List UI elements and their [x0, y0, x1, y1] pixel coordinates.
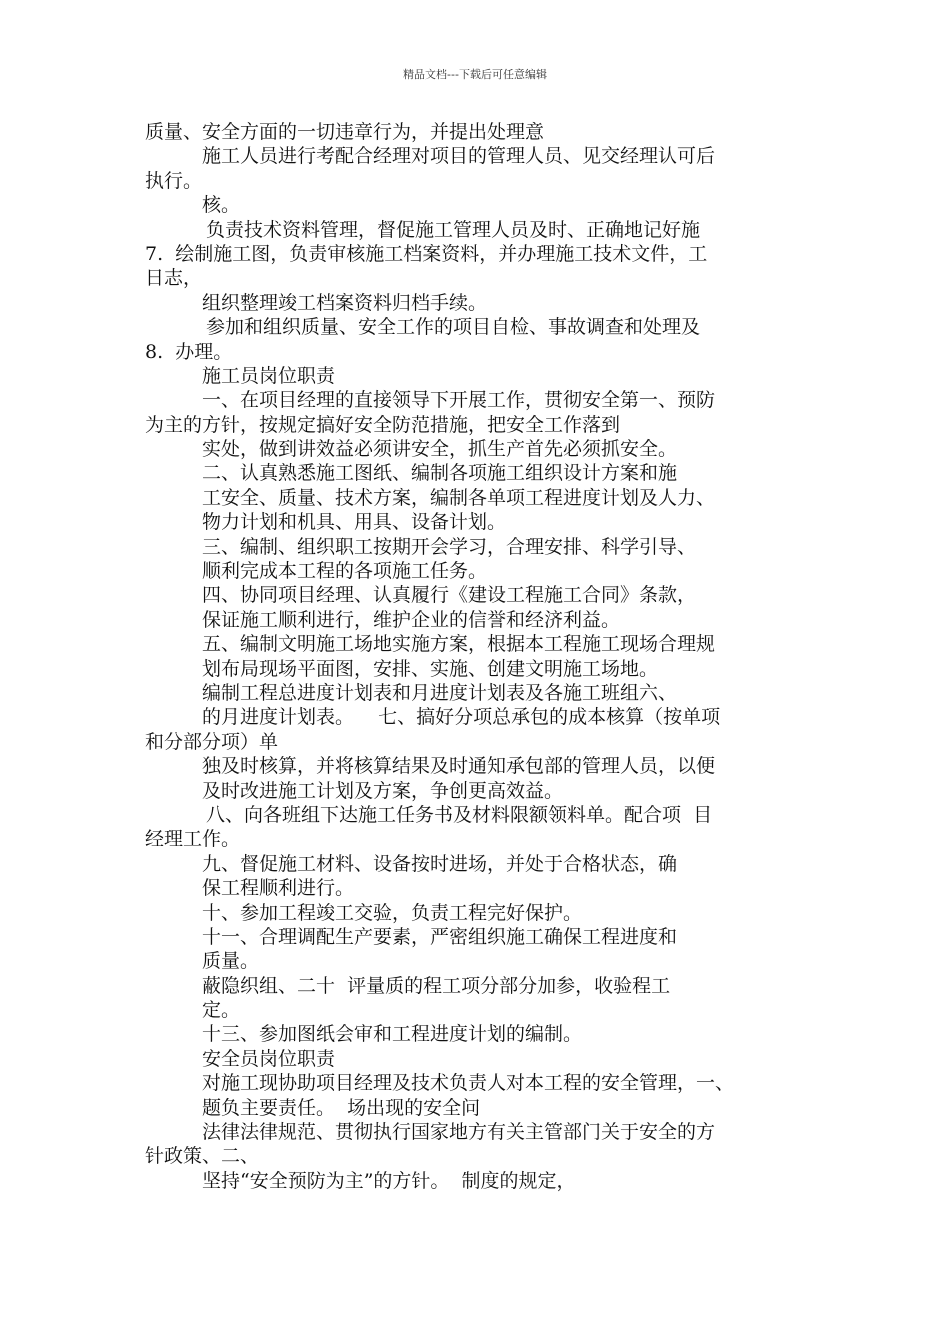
text-line: 五、编制文明施工场地实施方案，根据本工程施工现场合理规 [202, 633, 716, 656]
text-line: 二、认真熟悉施工图纸、编制各项施工组织设计方案和施 [202, 462, 678, 485]
text-line: 施工人员进行考配合经理对项目的管理人员、见交经理认可后 [202, 145, 716, 168]
document-body [145, 120, 825, 1193]
text-line: 独及时核算，并将核算结果及时通知承包部的管理人员，以便 [202, 755, 716, 778]
text-line: 8. 办理。 [145, 340, 233, 363]
text-line: 实处，做到讲效益必须讲安全，抓生产首先必须抓安全。 [202, 438, 678, 461]
text-line: 针政策、二、 [145, 1145, 260, 1168]
text-line: 十、参加工程竣工交验，负责工程完好保护。 [202, 901, 583, 924]
text-line: 质量、安全方面的一切违章行为，并提出处理意 [145, 121, 545, 143]
text-line: 及时改进施工计划及方案，争创更高效益。 [202, 779, 564, 802]
text-line: 为主的方针，按规定搞好安全防范措施，把安全工作落到 [145, 413, 621, 436]
text-line: 十一、合理调配生产要素，严密组织施工确保工程进度和 [202, 925, 678, 948]
text-line: 核。 [202, 194, 241, 217]
text-line: 九、督促施工材料、设备按时进场，并处于合格状态，确 [202, 852, 678, 875]
text-line: 四、协同项目经理、认真履行《建设工程施工合同》条款， [202, 584, 697, 607]
text-line: 三、编制、组织职工按期开会学习，合理安排、科学引导、 [202, 535, 697, 558]
text-line: 顺利完成本工程的各项施工任务。 [202, 560, 488, 583]
text-line: 施工员岗位职责 [202, 364, 336, 387]
text-line: 和分部分项）单 [145, 730, 279, 753]
page-header: 精品文档---下载后可任意编辑 [403, 68, 547, 81]
text-line: 划布局现场平面图，安排、实施、创建文明施工场地。 [202, 657, 659, 680]
text-line: 八、向各班组下达施工任务书及材料限额领料单。配合项 目 [206, 803, 713, 826]
text-line: 定。 [202, 999, 241, 1022]
text-line: 物力计划和机具、用具、设备计划。 [202, 511, 507, 534]
text-line: 参加和组织质量、安全工作的项目自检、事故调查和处理及 [206, 316, 701, 339]
text-line: 编制工程总进度计划表和月进度计划表及各施工班组六、 [202, 681, 678, 704]
text-line: 对施工现协助项目经理及技术负责人对本工程的安全管理，一、 [202, 1072, 735, 1095]
text-line: 日志， [145, 267, 203, 290]
text-line: 保证施工顺利进行，维护企业的信誉和经济利益。 [202, 608, 621, 631]
text-line: 十三、参加图纸会审和工程进度计划的编制。 [202, 1023, 583, 1046]
text-line: 保工程顺利进行。 [202, 877, 355, 900]
text-line: 的月进度计划表。 七、搞好分项总承包的成本核算（按单项 [202, 706, 721, 729]
text-line: 法律法律规范、贯彻执行国家地方有关主管部门关于安全的方 [202, 1121, 716, 1144]
text-line: 题负主要责任。 场出现的安全问 [202, 1096, 481, 1119]
text-line: 组织整理竣工档案资料归档手续。 [202, 291, 488, 314]
text-line: 经理工作。 [145, 828, 241, 851]
text-line: 质量。 [202, 950, 260, 973]
text-line: 执行。 [145, 169, 203, 192]
text-line: 一、在项目经理的直接领导下开展工作，贯彻安全第一、预防 [202, 389, 716, 412]
text-line: 坚持“安全预防为主”的方针。 制度的规定， [202, 1169, 576, 1192]
text-line: 安全员岗位职责 [202, 1047, 336, 1070]
text-line: 负责技术资料管理，督促施工管理人员及时、正确地记好施 [206, 218, 701, 241]
text-line: 蔽隐织组、二十 评量质的程工项分部分加参，收验程工 [202, 974, 671, 997]
text-line: 7. 绘制施工图，负责审核施工档案资料，并办理施工技术文件，工 [145, 242, 708, 265]
text-line: 工安全、质量、技术方案，编制各单项工程进度计划及人力、 [202, 486, 716, 509]
